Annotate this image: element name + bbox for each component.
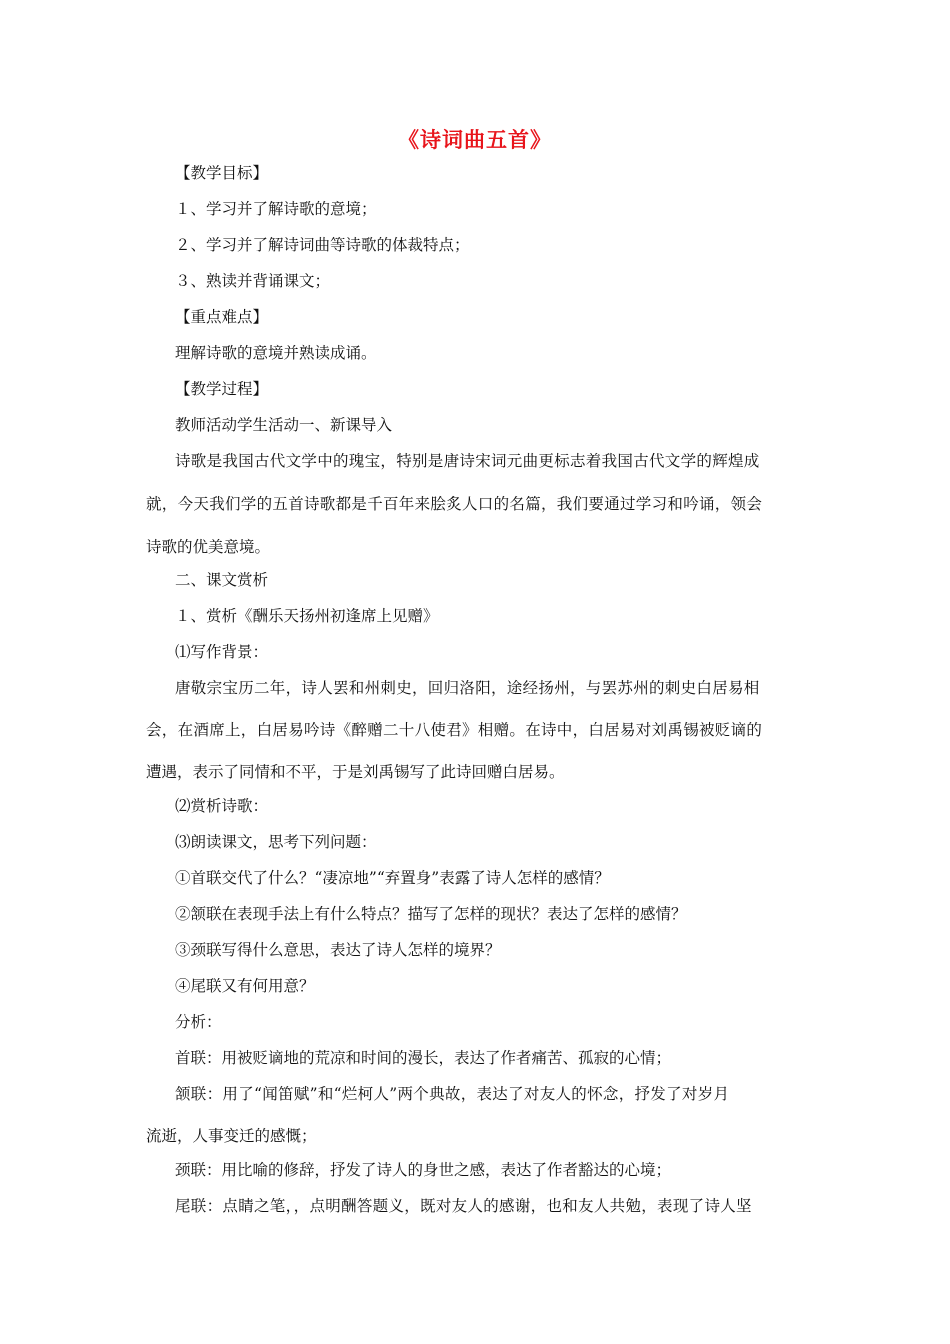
analysis-heading: 分析： — [175, 1013, 222, 1031]
analysis-line: 尾联：点睛之笔，，点明酬答题义，既对友人的感谢，也和友人共勉，表现了诗人坚 — [175, 1197, 752, 1215]
question-1: ①首联交代了什么？“凄凉地”“弃置身”表露了诗人怎样的感情？ — [175, 869, 610, 887]
analysis-line: 首联：用被贬谪地的荒凉和时间的漫长，表达了作者痛苦、孤寂的心情； — [175, 1049, 672, 1067]
paragraph-line: 就，今天我们学的五首诗歌都是千百年来脍炙人口的名篇，我们要通过学习和吟诵，领会 — [146, 495, 763, 513]
document-title: 《诗词曲五首》 — [398, 127, 552, 152]
process-intro: 教师活动学生活动一、新课导入 — [175, 416, 393, 434]
subsection-heading: １、赏析《酬乐天扬州初逢席上见赠》 — [175, 607, 439, 625]
key-points-text: 理解诗歌的意境并熟读成诵。 — [175, 344, 377, 362]
question-3: ③颈联写得什么意思，表达了诗人怎样的境界？ — [175, 941, 501, 959]
background-heading: ⑴写作背景： — [175, 643, 269, 661]
paragraph-line: 诗歌是我国古代文学中的瑰宝，特别是唐诗宋词元曲更标志着我国古代文学的辉煌成 — [175, 452, 760, 470]
paragraph-line: 遭遇，表示了同情和不平，于是刘禹锡写了此诗回赠白居易。 — [146, 763, 565, 781]
objective-3: ３、熟读并背诵课文； — [175, 272, 331, 290]
paragraph-line: 诗歌的优美意境。 — [146, 538, 271, 556]
objective-2: ２、学习并了解诗词曲等诗歌的体裁特点； — [175, 236, 470, 254]
analysis-line: 颔联：用了“闻笛赋”和“烂柯人”两个典故，表达了对友人的怀念，抒发了对岁月 — [175, 1085, 730, 1103]
section-heading-objectives: 【教学目标】 — [175, 164, 269, 182]
analysis-line: 颈联：用比喻的修辞，抒发了诗人的身世之感，表达了作者豁达的心境； — [175, 1161, 672, 1179]
paragraph-line: 会，在酒席上，白居易吟诗《醉赠二十八使君》相赠。在诗中，白居易对刘禹锡被贬谪的 — [146, 721, 763, 739]
reading-heading: ⑶朗读课文，思考下列问题： — [175, 833, 377, 851]
question-2: ②颔联在表现手法上有什么特点？描写了怎样的现状？表达了怎样的感情？ — [175, 905, 687, 923]
section-heading-key-points: 【重点难点】 — [175, 308, 269, 326]
analysis-line: 流逝，人事变迁的感慨； — [146, 1127, 317, 1145]
section-heading-analysis: 二、课文赏析 — [175, 571, 269, 589]
appreciation-heading: ⑵赏析诗歌： — [175, 797, 269, 815]
paragraph-line: 唐敬宗宝历二年，诗人罢和州刺史，回归洛阳，途经扬州，与罢苏州的刺史白居易相 — [175, 679, 760, 697]
question-4: ④尾联又有何用意？ — [175, 977, 315, 995]
section-heading-process: 【教学过程】 — [175, 380, 269, 398]
objective-1: １、学习并了解诗歌的意境； — [175, 200, 377, 218]
